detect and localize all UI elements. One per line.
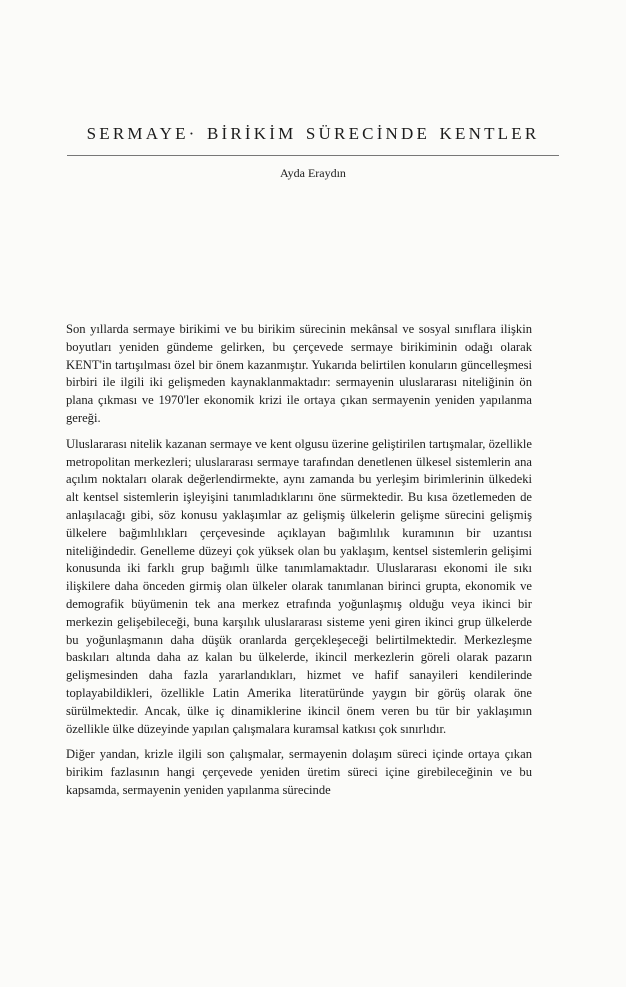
chapter-title: SERMAYE· BİRİKİM SÜRECİNDE KENTLER xyxy=(86,124,540,143)
body-text xyxy=(66,321,532,808)
paragraph: Son yıllarda sermaye birikimi ve bu birikim sürecinin mekânsal ve sosyal sınıflara ilişkin boyutları yeniden gündeme gelirken, bu çerçevede sermaye birikiminin odağı olarak KENT'in tartışılması özel bir önem kazanmıştır. Yukarıda belirtilen konuların güncelleşmesi birbiri ile ilgili iki gelişmeden kaynaklanmaktadır: sermayenin uluslararası niteliğinin ön plana çıkması ve 1970'ler ekonomik krizi ile ortaya çıkan sermayenin yeniden yapılanma gereği. xyxy=(66,322,532,425)
title-divider xyxy=(67,155,559,156)
author-name: Ayda Eraydın xyxy=(280,166,346,180)
paragraph: Uluslararası nitelik kazanan sermaye ve kent olgusu üzerine geliştirilen tartışmalar, özellikle metropolitan merkezleri; uluslararası sermaye tarafından denetlenen ülkesel sistemlerin ana açılım noktaları olarak değerlendirmekte, aynı zamanda bu yerleşim birimlerinin ülkedeki alt kentsel sistemlerin işleyişini tanımladıklarını öne sürmektedir. Bu kısa özetlemeden de anlaşılacağı gibi, söz konusu yaklaşımlar az gelişmiş ülkelerin gelişme sürecini gelişmiş ülkelere bağımlılıkları çerçevesinde açıklayan bağımlılık kuramının bir uzantısı niteliğindedir. Genelleme düzeyi çok yüksek olan bu yaklaşım, kentsel sistemlerin gelişimi konusunda iki farklı grup bağımlı ülke tanımlamaktadır. Uluslararası ekonomi ile sıkı ilişkilere daha önceden girmiş olan ülkeler olarak tanımlanan birinci grupta, ekonomik ve demografik büyümenin tek ana merkez etrafında yoğunlaşmış olduğu veya ikinci bir merkezin gelişebileceği, buna karşılık uluslararası sisteme yeni giren ikinci grup ülkelerde bu yoğunlaşmanın daha düşük oranlarda gerçekleşeceği belirtilmektedir. Merkezleşme baskıları altında daha az kalan bu ülkelerde, ikincil merkezlerin göreli olarak pazarın gelişmesinden daha fazla yararlandıkları, hizmet ve hafif sanayileri kendilerinde toplayabildikleri, özellikle Latin Amerika literatüründe yaygın bir görüş olarak öne sürülmektedir. Ancak, ülke iç dinamiklerine ikincil önem veren bu tür bir yaklaşımın özellikle ülke düzeyinde yapılan çalışmalara kuramsal katkısı çok sınırlıdır. xyxy=(66,436,532,736)
paragraph: Diğer yandan, krizle ilgili son çalışmalar, sermayenin dolaşım süreci içinde ortaya çıkan birikim fazlasının hangi çerçevede yeniden üretim süreci içine girebileceğinin ve bu kapsamda, sermayenin yeniden yapılanma sürecinde xyxy=(66,747,532,797)
